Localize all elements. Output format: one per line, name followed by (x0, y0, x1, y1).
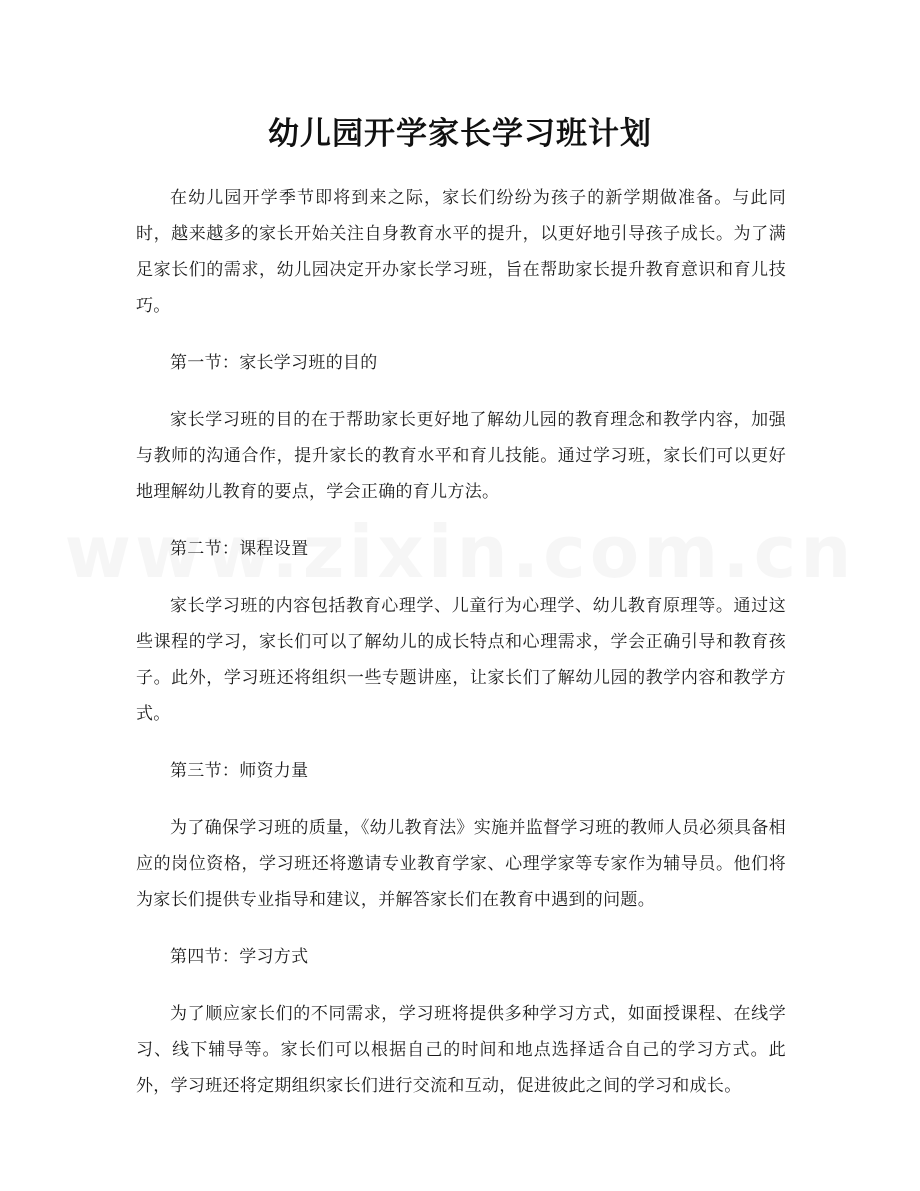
page-title: 幼儿园开学家长学习班计划 (268, 116, 652, 152)
section-1-paragraph: 家长学习班的目的在于帮助家长更好地了解幼儿园的教育理念和教学内容，加强与教师的沟通合作，提升家长的教育水平和育儿技能。通过学习班，家长们可以更好地理解幼儿教育的要点，学会正确的育儿方法。 (136, 410, 786, 502)
document-body (136, 180, 786, 1125)
intro-paragraph: 在幼儿园开学季节即将到来之际，家长们纷纷为孩子的新学期做准备。与此同时，越来越多的家长开始关注自身教育水平的提升，以更好地引导孩子成长。为了满足家长们的需求，幼儿园决定开办家长学习班，旨在帮助家长提升教育意识和育儿技巧。 (136, 188, 786, 316)
section-3-paragraph: 为了确保学习班的质量，《幼儿教育法》实施并监督学习班的教师人员必须具备相应的岗位资格，学习班还将邀请专业教育学家、心理学家等专家作为辅导员。他们将为家长们提供专业指导和建议，并解答家长们在教育中遇到的问题。 (136, 818, 786, 910)
section-3-heading: 第三节：师资力量 (170, 761, 309, 781)
section-2-paragraph: 家长学习班的内容包括教育心理学、儿童行为心理学、幼儿教育原理等。通过这些课程的学习，家长们可以了解幼儿的成长特点和心理需求，学会正确引导和教育孩子。此外，学习班还将组织一些专题讲座，让家长们了解幼儿园的教学内容和教学方式。 (136, 596, 786, 724)
section-2-heading: 第二节：课程设置 (170, 539, 309, 559)
section-1-heading: 第一节：家长学习班的目的 (170, 353, 378, 373)
section-4-paragraph: 为了顺应家长们的不同需求，学习班将提供多种学习方式，如面授课程、在线学习、线下辅导等。家长们可以根据自己的时间和地点选择适合自己的学习方式。此外，学习班还将定期组织家长们进行交流和互动，促进彼此之间的学习和成长。 (136, 1004, 786, 1096)
section-4-heading: 第四节：学习方式 (170, 947, 309, 967)
